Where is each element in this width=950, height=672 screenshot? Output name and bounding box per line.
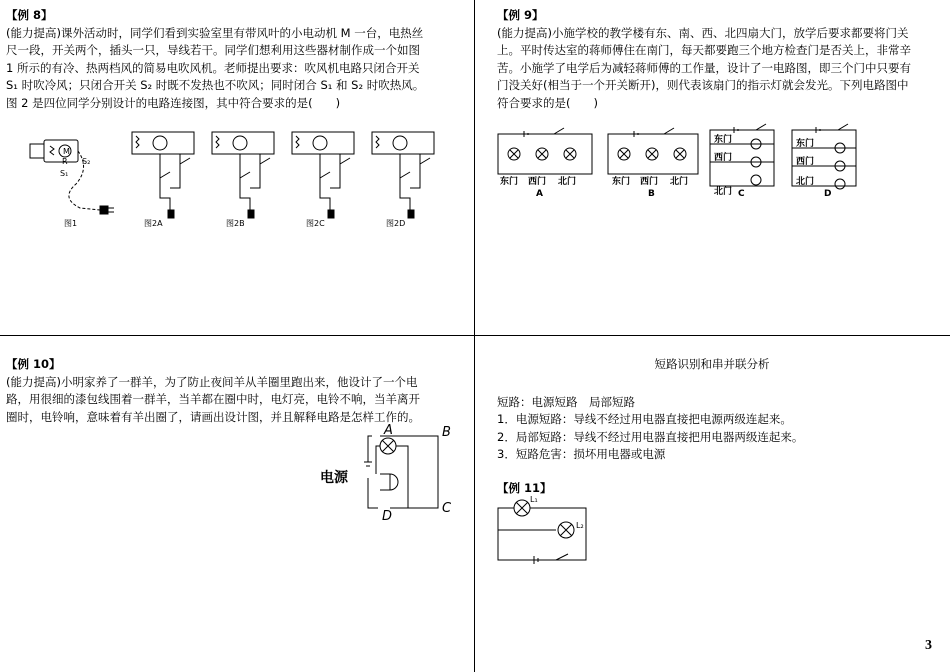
example-10-line: (能力提高)小明家养了一群羊，为了防止夜间羊从羊圈里跑出来，他设计了一个电: [6, 374, 418, 389]
option-a-label: A: [536, 189, 543, 199]
example-10-figure: [320, 422, 460, 522]
example-9-line: 门没关好(相当于一个开关断开)，则代表该扇门的指示灯就会发光。下列电路图中: [497, 78, 909, 92]
door-label-d-east: 东门: [796, 139, 815, 149]
example-9-figures: [494, 122, 894, 202]
example-8-line: 1 所示的有冷、热两档风的简易电吹风机。老师提出要求：吹风机电路只闭合开关: [6, 60, 420, 75]
short-circuit-section: [497, 356, 927, 497]
circuit-2c: [292, 132, 354, 218]
figure-2a-label: 图2A: [144, 219, 163, 228]
option-b-label: B: [648, 189, 655, 199]
door-label-a-east: 东门: [500, 177, 519, 187]
figure-2d-label: 图2D: [386, 219, 406, 228]
figure-2c-label: 图2C: [306, 219, 325, 228]
example-8-line: 图 2 是四位同学分别设计的电路连接图，其中符合要求的是( ): [6, 95, 341, 110]
example-11-title: 【例 11】: [497, 480, 552, 495]
example-8-line: S₁ 时吹冷风；只闭合开关 S₂ 时既不发热也不吹风；同时闭合 S₁ 和 S₂ 时吹热风。: [6, 78, 425, 92]
example-10-line: 圈时，电铃响，意味着有羊出圈了，请画出设计图，并且解释电路是怎样工作的。: [6, 409, 420, 424]
point-d-label: D: [382, 509, 393, 522]
option-c-label: C: [738, 189, 745, 199]
example-8-figures: [20, 128, 460, 228]
section-item: 1．电源短路：导线不经过用电器直接把电源两级连起来。: [497, 412, 792, 426]
page-number: 3: [925, 638, 932, 653]
circuit-option-b: [608, 128, 698, 174]
example-9-line: 苦。小施学了电学后为减轻蒋师傅的工作量，设计了一电路图，即三个门中只要有: [497, 60, 911, 75]
example-9-line: (能力提高)小施学校的教学楼有东、南、西、北四扇大门，放学后要求都要将门关: [497, 25, 909, 40]
m-label: M: [63, 147, 70, 156]
example-8-block: [6, 7, 464, 112]
example-9-title: 【例 9】: [497, 8, 544, 22]
point-c-label: C: [442, 501, 452, 516]
section-heading: 短路识别和串并联分析: [654, 357, 770, 371]
s1-label: S₁: [60, 169, 69, 178]
door-label-b-north: 北门: [670, 177, 689, 187]
door-label-c-north: 北门: [714, 187, 733, 197]
horizontal-divider: [0, 335, 950, 336]
door-label-b-west: 西门: [640, 177, 659, 187]
vertical-divider: [474, 0, 475, 672]
point-a-label: A: [384, 423, 393, 438]
example-8-line: (能力提高)课外活动时，同学们看到实验室里有带风叶的小电动机 M 一台，电热丝: [6, 25, 424, 40]
example-10-title: 【例 10】: [6, 357, 61, 371]
figure-1-label: 图1: [64, 219, 78, 228]
door-label-d-north: 北门: [796, 177, 815, 187]
circuit-2b: [212, 132, 274, 218]
example-8-title: 【例 8】: [6, 8, 53, 22]
section-item: 3．短路危害：损坏用电器或电源: [497, 447, 666, 461]
example-8-line: 尺一段，开关两个，插头一只，导线若干。同学们想利用这些器材制作成一个如图: [6, 43, 420, 57]
circuit-2d: [372, 132, 434, 218]
example-10-block: [6, 356, 464, 426]
figure-2b-label: 图2B: [226, 219, 245, 228]
power-source-label: 电源: [320, 470, 348, 486]
example-9-line: 符合要求的是( ): [497, 95, 598, 110]
l2-label: L₂: [576, 521, 584, 530]
circuit-option-a: [498, 128, 592, 174]
door-label-b-east: 东门: [612, 177, 631, 187]
door-label-a-west: 西门: [528, 177, 547, 187]
door-label-d-west: 西门: [796, 157, 815, 167]
example-9-block: [497, 7, 927, 112]
circuit-2a: [132, 132, 194, 218]
option-d-label: D: [824, 189, 832, 199]
l1-label: L₁: [530, 495, 538, 504]
section-subheading: 短路：电源短路 局部短路: [497, 394, 635, 409]
example-10-line: 路，用很细的漆包线围着一群羊，当羊都在圈中时，电灯亮，电铃不响，当羊离开: [6, 392, 420, 406]
example-9-line: 上。平时传达室的蒋师傅住在南门，每天都要跑三个地方检查门是否关上，非常辛: [497, 43, 911, 57]
r-label: R: [62, 157, 68, 166]
section-item: 2．局部短路：导线不经过用电器直接把用电器两级连起来。: [497, 429, 804, 444]
door-label-a-north: 北门: [558, 177, 577, 187]
point-b-label: B: [442, 425, 451, 440]
hair-dryer-figure: [30, 140, 114, 214]
door-label-c-west: 西门: [714, 153, 733, 163]
door-label-c-east: 东门: [714, 135, 733, 145]
example-11-figure: [496, 492, 596, 568]
s2-label: S₂: [82, 157, 91, 166]
